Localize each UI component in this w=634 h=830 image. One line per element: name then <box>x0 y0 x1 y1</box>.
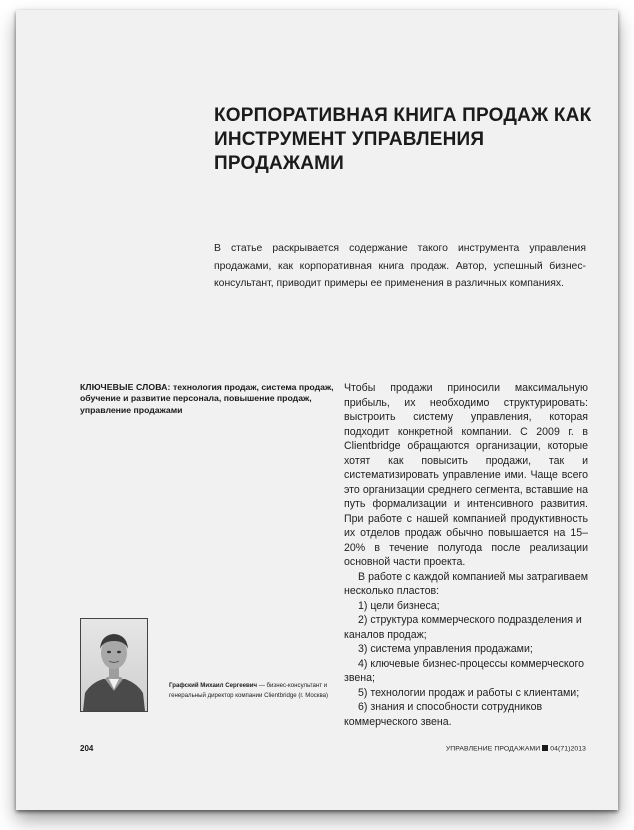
list-item: 1) цели бизнеса; <box>358 599 440 612</box>
list-item: 3) система управления продажами; <box>358 643 533 655</box>
list-item: 5) технологии продаж и работы с клиентами; <box>358 686 580 699</box>
keywords-label: КЛЮЧЕВЫЕ СЛОВА: <box>80 382 171 392</box>
page-number: 204 <box>80 744 94 753</box>
issue-number: 04(71)2013 <box>550 745 586 753</box>
separator-square-icon <box>542 745 548 751</box>
body-paragraph-1: Чтобы продажи приносили максимальную прибыль, их необходимо структурировать: выстроить систему управления, которая подходит конкретной компании. С 2009 г. в Clientbridge обращаются организации, которые хотят как повысить продажи, так и систематизировать управление ими. Чаще всего это организации среднего сегмента, вставшие на путь формализации и интенсивного развития. При работе с нашей компанией продуктивность их отделов продаж обычно повышается на 15–20% в течение полугода после реализации основной части проекта. <box>344 382 588 568</box>
keywords-text: технология продаж, система продаж, обучение и развитие персонала, повышение продаж, управление продажами <box>80 382 334 415</box>
author-caption <box>169 681 337 700</box>
list-item: 4) ключевые бизнес-процессы коммерческого звена; <box>344 657 585 684</box>
body-paragraph-2: В работе с каждой компанией мы затрагиваем несколько пластов: <box>344 570 588 597</box>
author-role: — бизнес-консультант и генеральный директор компании Clientbridge (г. Москва) <box>169 682 329 699</box>
article-body <box>344 381 588 729</box>
author-name: Графский Михаил Сергеевич <box>169 682 258 689</box>
magazine-page <box>16 10 618 810</box>
author-photo <box>80 618 148 712</box>
list-item: 2) структура коммерческого подразделения и каналов продаж; <box>344 614 582 641</box>
article-title-line-2: ИНСТРУМЕНТ УПРАВЛЕНИЯ ПРОДАЖАМИ <box>214 129 485 174</box>
article-lead: В статье раскрывается содержание такого инструмента управления продажами, как корпоративная книга продаж. Автор, успешный бизнес-консультант, приводит примеры ее применения в различных компаниях. <box>214 243 586 289</box>
running-footer <box>446 745 586 753</box>
layers-list <box>344 599 588 730</box>
article-title <box>214 104 604 176</box>
article-title-line-1: КОРПОРАТИВНАЯ КНИГА ПРОДАЖ КАК <box>214 105 592 126</box>
keywords-block <box>80 382 335 416</box>
author-portrait-image <box>81 619 147 711</box>
journal-name: УПРАВЛЕНИЕ ПРОДАЖАМИ <box>445 745 541 753</box>
list-item: 6) знания и способности сотрудников коммерческого звена. <box>344 701 543 728</box>
